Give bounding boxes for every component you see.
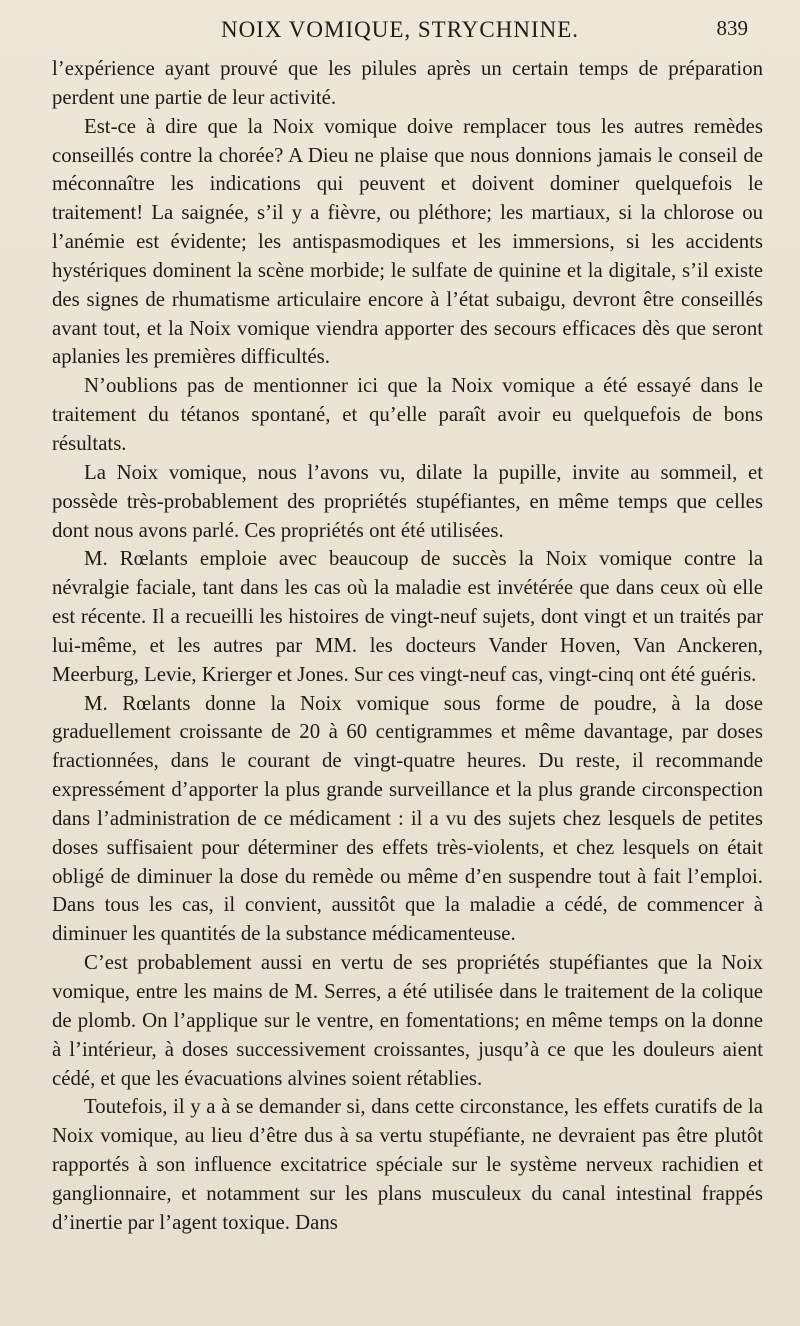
body-text xyxy=(52,55,763,1238)
paragraph-excitatory-influence: Toutefois, il y a à se demander si, dans cette circonstance, les effets curatifs de la Noix vomique, au lieu d’être dus à sa vertu stupéfiante, ne devraient pas être plutôt rapportés à son influence excitatrice spéciale sur le système nerveux rachidien et ganglionnaire, et notamment sur les plans musculeux du canal intestinal frappés d’inertie par l’agent toxique. Dans xyxy=(52,1095,763,1234)
paragraph-stupefying-properties: La Noix vomique, nous l’avons vu, dilate la pupille, invite au sommeil, et possède très-probablement des propriétés stupéfiantes, en même temps que celles dont nous avons parlé. Ces propriétés ont été utilisées. xyxy=(52,460,763,542)
paragraph-facial-neuralgia: M. Rœlants emploie avec beaucoup de succès la Noix vomique contre la névralgie faciale, tant dans les cas où la maladie est invétérée que dans ceux où elle est récente. Il a recueilli les histoires de vingt-neuf sujets, dont vingt et un traités par lui-même, et les autres par MM. les docteurs Vander Hoven, Van Anckeren, Meerburg, Levie, Krierger et Jones. Sur ces vingt-neuf cas, vingt-cinq ont été guéris. xyxy=(52,547,763,686)
page-header xyxy=(52,10,748,50)
paragraph-lead-colic: C’est probablement aussi en vertu de ses propriétés stupéfiantes que la Noix vomique, entre les mains de M. Serres, a été utilisée dans le traitement de la colique de plomb. On l’applique sur le ventre, en fomentations; en même temps on la donne à l’intérieur, à doses successivement croissantes, jusqu’à ce que les douleurs aient cédé, et que les évacuations alvines soient rétablies. xyxy=(52,951,763,1090)
paragraph-continuation: l’expérience ayant prouvé que les pilules après un certain temps de préparation perdent une partie de leur activité. xyxy=(52,57,763,109)
page-number: 839 xyxy=(716,16,748,40)
paragraph-dosage: M. Rœlants donne la Noix vomique sous forme de poudre, à la dose graduellement croissante de 20 à 60 centigrammes et même davantage, par doses fractionnées, dans le courant de vingt-quatre heures. Du reste, il recommande expressément d’apporter la plus grande surveillance et la plus grande circonspection dans l’administration de ce médicament : il a vu des sujets chez lesquels de petites doses suffisaient pour déterminer des effets très-violents, et chez lesquels on était obligé de diminuer la dose du remède ou même d’en suspendre tout à fait l’emploi. Dans tous les cas, il convient, aussitôt que la maladie a cédé, de commencer à diminuer les quantités de la substance médicamenteuse. xyxy=(52,691,763,946)
paragraph-tetanus: N’oublions pas de mentionner ici que la Noix vomique a été essayé dans le traitement du tétanos spontané, et qu’elle paraît avoir eu quelquefois de bons résultats. xyxy=(52,374,763,455)
running-title: NOIX VOMIQUE, STRYCHNINE. xyxy=(220,17,580,42)
paragraph-chorea-remedies: Est-ce à dire que la Noix vomique doive remplacer tous les autres remèdes conseillés contre la chorée? A Dieu ne plaise que nous donnions jamais le conseil de méconnaître les indications qui peuvent et doivent dominer quelquefois le traitement! La saignée, s’il y a fièvre, ou pléthore; les martiaux, si la chlorose ou l’anémie est évidente; les antispasmodiques et les immersions, si les accidents hystériques dominent la scène morbide; le sulfate de quinine et la digitale, s’il existe des signes de rhumatisme articulaire encore à l’état subaigu, devront être conseillés avant tout, et la Noix vomique viendra apporter des secours efficaces dès que seront aplanies les premières difficultés. xyxy=(52,114,763,369)
